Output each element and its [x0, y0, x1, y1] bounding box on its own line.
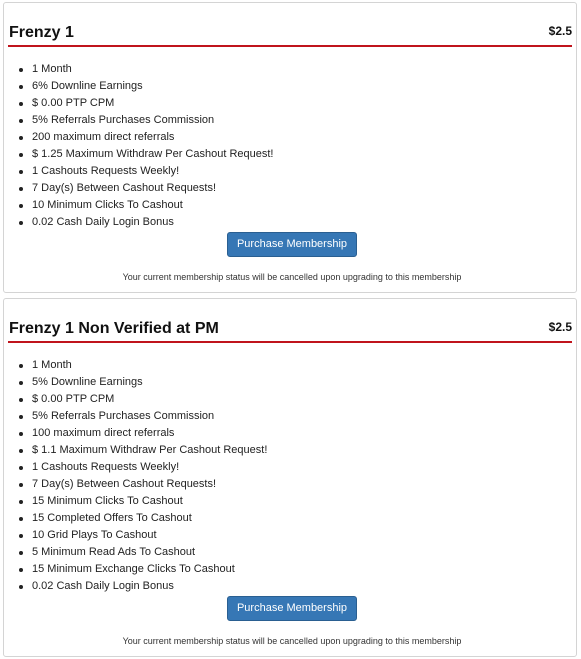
- bullet-icon: [19, 221, 23, 225]
- list-item: [17, 197, 576, 214]
- button-row: [4, 232, 576, 257]
- list-item: [17, 425, 576, 442]
- bullet-icon: [19, 534, 23, 538]
- bullet-icon: [19, 153, 23, 157]
- list-item: [17, 510, 576, 527]
- list-item: [17, 180, 576, 197]
- list-item: [17, 544, 576, 561]
- bullet-icon: [19, 466, 23, 470]
- feature-text: 200 maximum direct referrals: [32, 131, 175, 143]
- list-item: [17, 408, 576, 425]
- bullet-icon: [19, 415, 23, 419]
- membership-title: Frenzy 1 Non Verified at PM: [9, 320, 219, 337]
- feature-list: [4, 357, 576, 595]
- bullet-icon: [19, 585, 23, 589]
- bullet-icon: [19, 204, 23, 208]
- list-item: [17, 129, 576, 146]
- bullet-icon: [19, 381, 23, 385]
- bullet-icon: [19, 517, 23, 521]
- bullet-icon: [19, 170, 23, 174]
- list-item: [17, 561, 576, 578]
- feature-text: 10 Grid Plays To Cashout: [32, 529, 157, 541]
- bullet-icon: [19, 187, 23, 191]
- bullet-icon: [19, 449, 23, 453]
- feature-text: 15 Minimum Clicks To Cashout: [32, 495, 183, 507]
- list-item: [17, 357, 576, 374]
- bullet-icon: [19, 364, 23, 368]
- feature-text: 6% Downline Earnings: [32, 80, 143, 92]
- membership-price: $2.5: [548, 320, 572, 334]
- bullet-icon: [19, 551, 23, 555]
- list-item: [17, 163, 576, 180]
- feature-text: 10 Minimum Clicks To Cashout: [32, 199, 183, 211]
- feature-text: 0.02 Cash Daily Login Bonus: [32, 216, 174, 228]
- bullet-icon: [19, 102, 23, 106]
- bullet-icon: [19, 483, 23, 487]
- feature-text: $ 1.25 Maximum Withdraw Per Cashout Request!: [32, 148, 274, 160]
- feature-text: $ 0.00 PTP CPM: [32, 393, 115, 405]
- feature-text: 5% Referrals Purchases Commission: [32, 114, 215, 126]
- upgrade-notice: Your current membership status will be cancelled upon upgrading to this membership: [122, 636, 462, 646]
- list-item: [17, 95, 576, 112]
- membership-header: [8, 3, 572, 47]
- bullet-icon: [19, 398, 23, 402]
- bullet-icon: [19, 68, 23, 72]
- feature-text: 1 Month: [32, 63, 72, 75]
- feature-text: 100 maximum direct referrals: [32, 427, 175, 439]
- list-item: [17, 578, 576, 595]
- feature-text: 1 Month: [32, 359, 72, 371]
- bullet-icon: [19, 432, 23, 436]
- feature-text: $ 0.00 PTP CPM: [32, 97, 115, 109]
- list-item: [17, 459, 576, 476]
- list-item: [17, 374, 576, 391]
- feature-text: 5% Downline Earnings: [32, 376, 143, 388]
- bullet-icon: [19, 85, 23, 89]
- feature-text: 15 Minimum Exchange Clicks To Cashout: [32, 563, 235, 575]
- upgrade-notice: Your current membership status will be cancelled upon upgrading to this membership: [122, 272, 462, 282]
- list-item: [17, 442, 576, 459]
- membership-card: [3, 298, 577, 657]
- bullet-icon: [19, 119, 23, 123]
- list-item: [17, 112, 576, 129]
- membership-title: Frenzy 1: [9, 24, 74, 41]
- list-item: [17, 527, 576, 544]
- list-item: [17, 146, 576, 163]
- purchase-membership-button[interactable]: Purchase Membership: [227, 596, 357, 621]
- feature-text: 1 Cashouts Requests Weekly!: [32, 461, 180, 473]
- feature-text: 7 Day(s) Between Cashout Requests!: [32, 182, 217, 194]
- membership-header: [8, 299, 572, 343]
- list-item: [17, 61, 576, 78]
- list-item: [17, 391, 576, 408]
- feature-text: 15 Completed Offers To Cashout: [32, 512, 192, 524]
- feature-text: 7 Day(s) Between Cashout Requests!: [32, 478, 217, 490]
- membership-price: $2.5: [548, 24, 572, 38]
- purchase-membership-button[interactable]: Purchase Membership: [227, 232, 357, 257]
- list-item: [17, 476, 576, 493]
- membership-card: [3, 2, 577, 293]
- bullet-icon: [19, 136, 23, 140]
- list-item: [17, 493, 576, 510]
- button-row: [4, 596, 576, 621]
- feature-text: 0.02 Cash Daily Login Bonus: [32, 580, 174, 592]
- list-item: [17, 214, 576, 231]
- feature-text: 5 Minimum Read Ads To Cashout: [32, 546, 196, 558]
- bullet-icon: [19, 568, 23, 572]
- bullet-icon: [19, 500, 23, 504]
- list-item: [17, 78, 576, 95]
- feature-text: 5% Referrals Purchases Commission: [32, 410, 215, 422]
- feature-text: 1 Cashouts Requests Weekly!: [32, 165, 180, 177]
- feature-list: [4, 61, 576, 231]
- feature-text: $ 1.1 Maximum Withdraw Per Cashout Request!: [32, 444, 268, 456]
